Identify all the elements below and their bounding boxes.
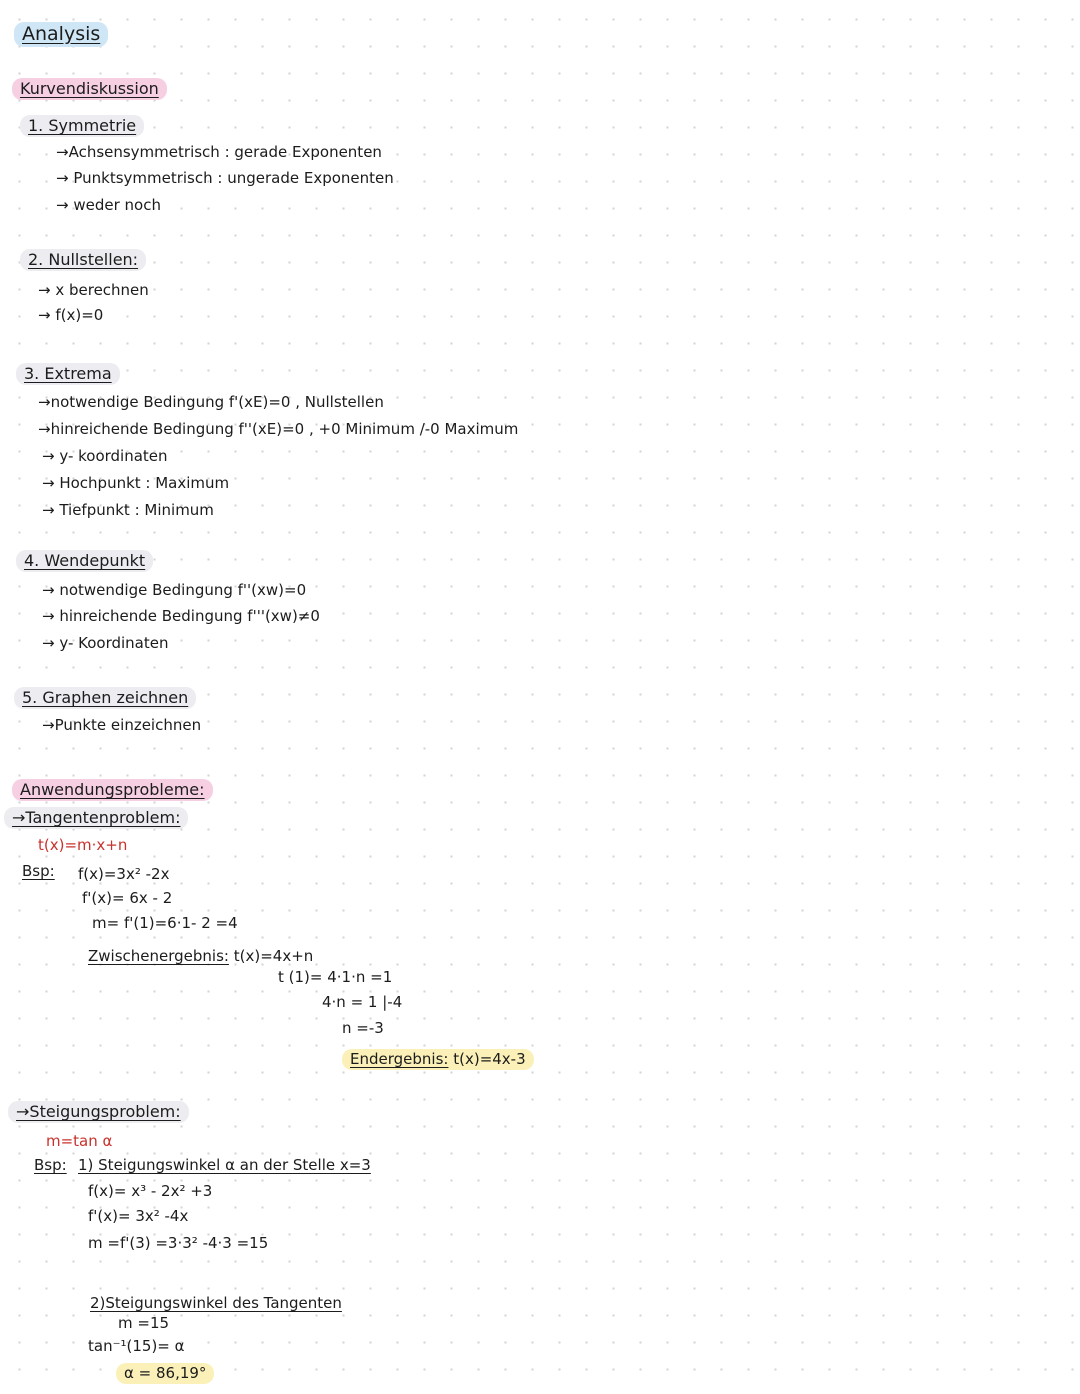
steigung-formula: m=tan α xyxy=(46,1132,113,1150)
wendepunkt-line-1: → notwendige Bedingung f''(xw)=0 xyxy=(42,581,307,599)
heading-tangentenproblem: →Tangentenproblem: xyxy=(4,807,188,829)
tangent-line-6: n =-3 xyxy=(342,1019,384,1037)
wendepunkt-line-2: → hinreichende Bedingung f'''(xw)≠0 xyxy=(42,607,320,625)
symmetrie-line-3: → weder noch xyxy=(56,196,161,214)
steigung-line-2: f(x)= x³ - 2x² +3 xyxy=(88,1182,213,1200)
steigung-line-1: 1) Steigungswinkel α an der Stelle x=3 xyxy=(78,1156,371,1174)
tangent-line-5: 4·n = 1 |-4 xyxy=(322,993,403,1011)
graphen-line-1: →Punkte einzeichnen xyxy=(42,716,202,734)
zwischenergebnis-value: t(x)=4x+n xyxy=(233,947,314,965)
heading-nullstellen: 2. Nullstellen: xyxy=(20,249,146,271)
heading-graphen: 5. Graphen zeichnen xyxy=(14,687,196,709)
tangent-line-4: t (1)= 4·1·n =1 xyxy=(278,968,393,986)
nullstellen-line-2: → f(x)=0 xyxy=(38,306,104,324)
extrema-line-4: → Hochpunkt : Maximum xyxy=(42,474,230,492)
endergebnis-label: Endergebnis: xyxy=(350,1050,449,1068)
steigung-line-7: tan⁻¹(15)= α xyxy=(88,1337,185,1355)
page-title: Analysis xyxy=(14,22,108,47)
endergebnis-value: t(x)=4x-3 xyxy=(453,1050,526,1068)
heading-symmetrie: 1. Symmetrie xyxy=(20,115,144,137)
wendepunkt-line-3: → y- Koordinaten xyxy=(42,634,169,652)
steigung-result: α = 86,19° xyxy=(116,1363,214,1384)
heading-extrema: 3. Extrema xyxy=(16,363,120,385)
extrema-line-5: → Tiefpunkt : Minimum xyxy=(42,501,214,519)
nullstellen-line-1: → x berechnen xyxy=(38,281,149,299)
zwischenergebnis-label: Zwischenergebnis: xyxy=(88,947,229,965)
steigung-bsp-label: Bsp: xyxy=(34,1156,67,1174)
tangent-formula: t(x)=m·x+n xyxy=(38,836,128,854)
section-heading-anwendungsprobleme: Anwendungsprobleme: xyxy=(12,779,213,801)
steigung-line-3: f'(x)= 3x² -4x xyxy=(88,1207,189,1225)
tangent-line-1: f(x)=3x² -2x xyxy=(78,865,170,883)
steigung-line-5: 2)Steigungswinkel des Tangenten xyxy=(90,1294,342,1312)
extrema-line-1: →notwendige Bedingung f'(xE)=0 , Nullstellen xyxy=(38,393,384,411)
symmetrie-line-2: → Punktsymmetrisch : ungerade Exponenten xyxy=(56,169,394,187)
symmetrie-line-1: →Achsensymmetrisch : gerade Exponenten xyxy=(56,143,382,161)
tangent-line-2: f'(x)= 6x - 2 xyxy=(82,889,173,907)
steigung-line-4: m =f'(3) =3·3² -4·3 =15 xyxy=(88,1234,269,1252)
tangent-bsp-label: Bsp: xyxy=(22,862,55,880)
section-heading-kurvendiskussion: Kurvendiskussion xyxy=(12,78,167,100)
heading-steigungsproblem: →Steigungsproblem: xyxy=(8,1101,189,1123)
steigung-line-6: m =15 xyxy=(118,1314,170,1332)
tangent-line-3: m= f'(1)=6·1- 2 =4 xyxy=(92,914,238,932)
extrema-line-3: → y- koordinaten xyxy=(42,447,168,465)
heading-wendepunkt: 4. Wendepunkt xyxy=(16,550,153,572)
extrema-line-2: →hinreichende Bedingung f''(xE)=0 , +0 Minimum /-0 Maximum xyxy=(38,420,519,438)
